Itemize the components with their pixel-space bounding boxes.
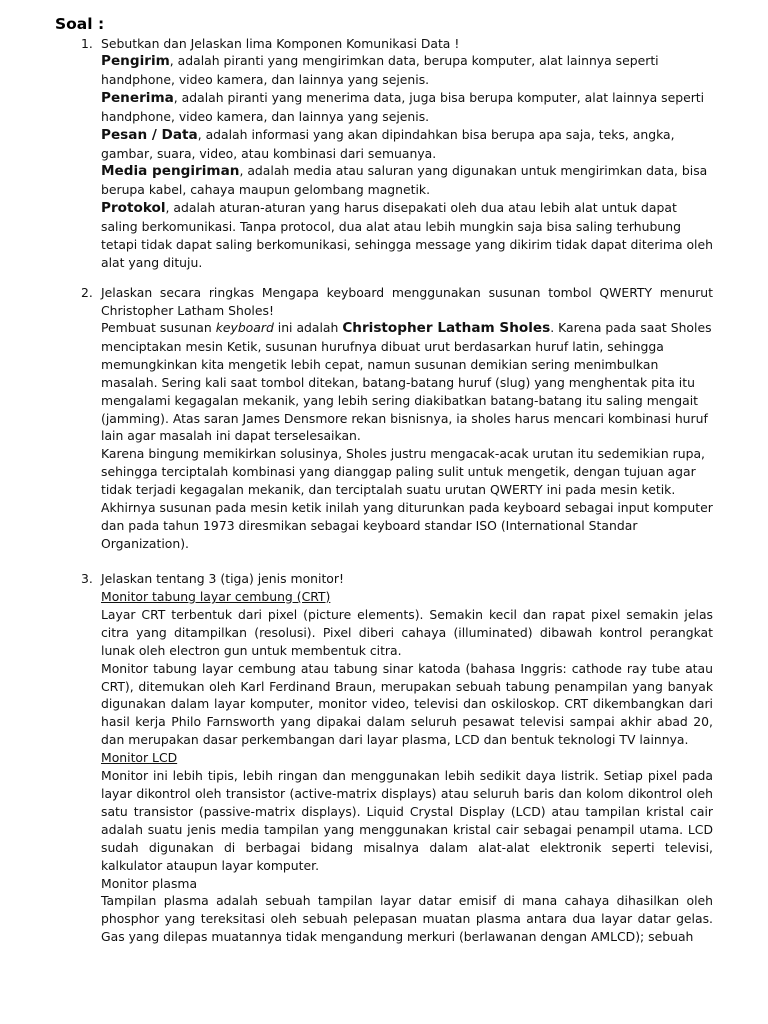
section-heading-lcd: Monitor LCD (101, 750, 178, 766)
component-term: Media pengiriman (101, 163, 240, 180)
answer-paragraph (101, 319, 713, 445)
component-term: Protokol (101, 200, 166, 217)
question-text: Jelaskan tentang 3 (tiga) jenis monitor! (101, 571, 344, 586)
component-term: Penerima (101, 89, 174, 106)
component-item (101, 52, 713, 89)
component-item (101, 126, 713, 163)
question-number: 2. (81, 285, 93, 300)
answer-3 (101, 588, 713, 946)
answer-paragraph: Monitor tabung layar cembung atau tabung sinar katoda (bahasa Inggris: cathode ray tube atau CRT), ditemukan oleh Karl Ferdinand Braun, merupakan sebuah tabung penampilan yang banyak digunakan dalam layar komputer, monitor video, televisi dan oskiloskop. CRT dikembangkan dari hasil kerja Philo Farnsworth yang dipakai dalam seluruh pesawat televisi sampai akhir abad 20, dan merupakan dasar perkembangan dari layar plasma, LCD dan bentuk teknologi TV lainnya. (101, 660, 713, 748)
section-heading-plasma: Monitor plasma (101, 875, 198, 891)
page-heading: Soal : (55, 15, 105, 33)
component-desc: , adalah piranti yang mengirimkan data, berupa komputer, alat lainnya seperti handphone, video kamera, dan lainnya yang sejenis. (101, 53, 659, 87)
answer-text: ini adalah (273, 320, 343, 335)
component-desc: , adalah aturan-aturan yang harus disepakati oleh dua atau lebih alat untuk dapat saling berkomunikasi. Tanpa protocol, dua alat atau lebih mungkin saja bisa saling terhubung tetapi tidak dapat saling berkomunikasi, sehingga message yang dikirim tidak dapat diterima oleh alat yang dituju. (101, 200, 713, 270)
component-term: Pengirim (101, 53, 170, 69)
answer-1 (101, 52, 713, 272)
component-item (101, 199, 713, 272)
component-desc: , adalah piranti yang menerima data, juga bisa berupa komputer, alat lainnya seperti handphone, video kamera, dan lainnya yang sejenis. (101, 89, 705, 124)
question-number: 3. (81, 571, 93, 586)
answer-paragraph: Karena bingung memikirkan solusinya, Sholes justru mengacak-acak urutan itu sedemikian rupa, sehingga terciptalah kombinasi yang dianggap paling sulit untuk mengetik, dengan tujuan agar tidak terjadi kegagalan mekanik, dan terciptalah suatu urutan QWERTY ini pada mesin ketik. Akhirnya susunan pada mesin ketik inilah yang diturunkan pada keyboard sebagai input komputer dan pada tahun 1973 diresmikan sebagai keyboard standar ISO (International Standar Organization). (101, 446, 713, 551)
component-item (101, 89, 713, 126)
answer-text: Pembuat susunan (101, 320, 216, 335)
component-desc: , adalah media atau saluran yang digunakan untuk mengirimkan data, bisa berupa kabel, cahaya maupun gelombang magnetik. (101, 163, 708, 198)
answer-paragraph: Layar CRT terbentuk dari pixel (picture elements). Semakin kecil dan rapat pixel semakin jelas citra yang ditampilkan (resolusi). Pixel diberi cahaya (illuminated) dibawah kontrol perangkat lunak oleh electron gun untuk membentuk citra. (101, 606, 713, 658)
answer-paragraph: Tampilan plasma adalah sebuah tampilan layar datar emisif di mana cahaya dihasilkan oleh phosphor yang tereksitasi oleh sebuah pelepasan muatan plasma antara dua layar datar gelas. Gas yang dilepas muatannya tidak mengandung merkuri (berlawanan dengan AMLCD); sebuah (101, 893, 713, 945)
component-term: Pesan / Data (101, 126, 198, 143)
question-text: Jelaskan secara ringkas Mengapa keyboard menggunakan susunan tombol QWERTY menurut Christopher Latham Sholes! (101, 285, 713, 318)
answer-strong: Christopher Latham Sholes (342, 320, 551, 336)
question-number: 1. (81, 36, 93, 51)
component-item (101, 162, 713, 199)
section-heading-crt: Monitor tabung layar cembung (CRT) (101, 589, 331, 604)
component-desc: , adalah informasi yang akan dipindahkan bisa berupa apa saja, teks, angka, gambar, suara, video, atau kombinasi dari semuanya. (101, 126, 675, 161)
question-text: Sebutkan dan Jelaskan lima Komponen Komunikasi Data ! (101, 36, 460, 51)
answer-emphasis: keyboard (215, 320, 274, 335)
answer-2 (101, 319, 713, 553)
answer-paragraph: Monitor ini lebih tipis, lebih ringan dan menggunakan lebih sedikit daya listrik. Setiap pixel pada layar dikontrol oleh transistor (active-matrix displays) atau seluruh baris dan kolom dikontrol oleh satu transistor (passive-matrix displays). Liquid Crystal Display (LCD) atau tampilan kristal cair adalah suatu jenis media tampilan yang menggunakan kristal cair sebagai penampil utama. LCD sudah digunakan di berbagai bidang misalnya dalam alat-alat elektronik seperti televisi, kalkulator ataupun layar komputer. (101, 768, 713, 873)
answer-text: . Karena pada saat Sholes menciptakan mesin Ketik, susunan hurufnya dibuat urut berdasarkan huruf latin, sehingga memungkinkan kita mengetik lebih cepat, namun susunan demikian sering menimbulkan masalah. Sering kali saat tombol ditekan, batang-batang huruf (slug) yang menghentak pita itu mengalami kegagalan mekanik, yang lebih sering diakibatkan batang-batang itu saling mengait (jamming). Atas saran James Densmore rekan bisnisnya, ia sholes harus mencari kombinasi huruf lain agar masalah ini dapat terselesaikan. (101, 320, 712, 444)
